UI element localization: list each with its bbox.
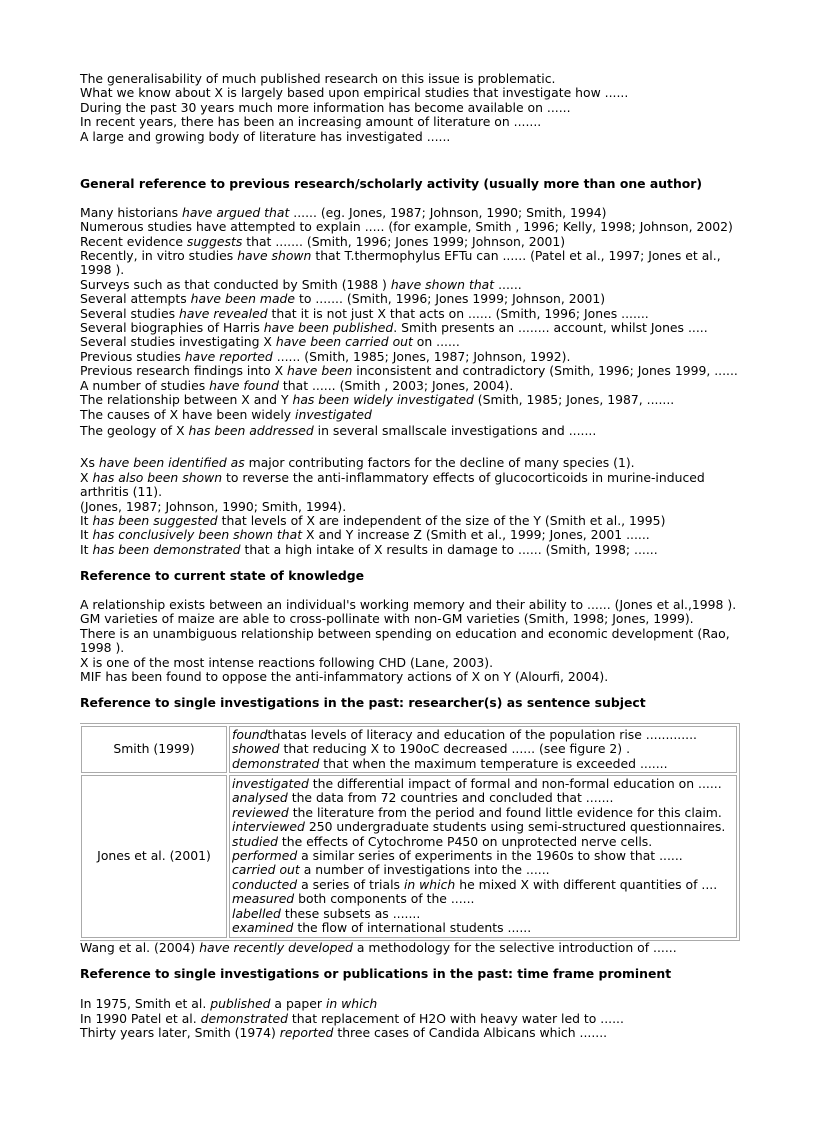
text-line: Thirty years later, Smith (1974) reported three cases of Candida Albicans which .......	[80, 1025, 608, 1041]
time-frame-list	[80, 997, 816, 1040]
text-line: Wang et al. (2004) have recently developed a methodology for the selective introduction of ......	[80, 939, 677, 955]
general-reference-list	[80, 206, 816, 439]
text-line: The causes of X have been widely investigated	[80, 406, 372, 422]
text-line: In 1990 Patel et al. demonstrated that replacement of H2O with heavy water led to ......	[80, 1010, 624, 1026]
intro-paragraph	[80, 72, 816, 144]
text-line: Recently, in vitro studies have shown that T.thermophylus EFTu can ...... (Patel et al., 1997; Jones et al., 1998 ).	[80, 248, 721, 278]
current-knowledge-list	[80, 598, 816, 684]
general-reference-list-2	[80, 456, 816, 557]
finding-line: labelled these subsets as .......	[232, 905, 421, 921]
section-heading-time-frame: Reference to single investigations or publications in the past: time frame prominent	[80, 965, 672, 981]
text-line: It has been suggested that levels of X are independent of the size of the Y (Smith et al., 1995)	[80, 512, 666, 528]
text-line: Many historians have argued that ...... (eg. Jones, 1987; Johnson, 1990; Smith, 1994)	[80, 204, 607, 220]
section-heading-single-investigations: Reference to single investigations in the past: researcher(s) as sentence subject	[80, 695, 646, 711]
finding-line: interviewed 250 undergraduate students using semi-structured questionnaires.	[232, 819, 726, 835]
text-line: X has also been shown to reverse the anti-inflammatory effects of glucocorticoids in murine-induced arthritis (11).	[80, 469, 705, 500]
text-line: A number of studies have found that ...... (Smith , 2003; Jones, 2004).	[80, 377, 514, 393]
section-heading-current-knowledge: Reference to current state of knowledge	[80, 568, 365, 584]
findings-cell	[229, 726, 737, 773]
researcher-cell: Smith (1999)	[81, 726, 227, 773]
text-line: X is one of the most intense reactions following CHD (Lane, 2003).	[80, 654, 494, 670]
text-line: It has conclusively been shown that X and Y increase Z (Smith et al., 1999; Jones, 2001 ......	[80, 527, 650, 543]
finding-line: analysed the data from 72 countries and concluded that .......	[232, 790, 614, 806]
text-line: GM varieties of maize are able to cross-pollinate with non-GM varieties (Smith, 1998; Jones, 1999).	[80, 611, 694, 627]
text-line: A large and growing body of literature has investigated ......	[80, 128, 451, 144]
text-line: Previous studies have reported ...... (Smith, 1985; Jones, 1987; Johnson, 1992).	[80, 348, 571, 364]
text-line: Recent evidence suggests that ....... (Smith, 1996; Jones 1999; Johnson, 2001)	[80, 233, 566, 249]
text-line: Numerous studies have attempted to explain ..... (for example, Smith , 1996; Kelly, 1998; Johnson, 2002)	[80, 219, 733, 235]
findings-cell	[229, 775, 737, 937]
finding-line: foundthatas levels of literacy and education of the population rise .............	[232, 726, 697, 742]
text-line: Several attempts have been made to ....... (Smith, 1996; Jones 1999; Johnson, 2001)	[80, 291, 606, 307]
text-line: Previous research findings into X have been inconsistent and contradictory (Smith, 1996; Jones 1999, ......	[80, 363, 738, 379]
section-heading-general-reference: General reference to previous research/scholarly activity (usually more than one author)	[80, 176, 703, 192]
text-line: A relationship exists between an individual's working memory and their ability to ...... (Jones et al.,1998 ).	[80, 596, 737, 612]
text-line: In 1975, Smith et al. published a paper in which	[80, 996, 378, 1012]
text-line: Xs have been identified as major contributing factors for the decline of many species (1).	[80, 455, 635, 471]
text-line: During the past 30 years much more information has become available on ......	[80, 99, 571, 115]
text-line: Surveys such as that conducted by Smith (1988 ) have shown that ......	[80, 276, 522, 292]
text-line: It has been demonstrated that a high intake of X results in damage to ...... (Smith, 1998; ......	[80, 541, 658, 557]
researcher-cell: Jones et al. (2001)	[81, 775, 227, 937]
text-line: Several biographies of Harris have been published. Smith presents an ........ account, whilst Jones .....	[80, 320, 708, 336]
text-line: There is an unambiguous relationship between spending on education and economic development (Rao, 1998 ).	[80, 625, 730, 656]
table-row	[81, 775, 737, 937]
text-line: MIF has been found to oppose the anti-infammatory actions of X on Y (Alourfi, 2004).	[80, 669, 609, 684]
finding-line: showed that reducing X to 190oC decreased ...... (see figure 2) .	[232, 741, 631, 757]
text-line: In recent years, there has been an increasing amount of literature on .......	[80, 114, 542, 130]
text-line: The generalisability of much published research on this issue is problematic.	[80, 71, 556, 86]
text-line: (Jones, 1987; Johnson, 1990; Smith, 1994).	[80, 498, 347, 514]
finding-line: investigated the differential impact of formal and non-formal education on ......	[232, 776, 722, 792]
finding-line: studied the effects of Cytochrome P450 on unprotected nerve cells.	[232, 833, 653, 849]
investigations-table-wrapper	[80, 723, 816, 941]
finding-line: carried out a number of investigations into the ......	[232, 862, 550, 878]
text-line: Several studies have revealed that it is not just X that acts on ...... (Smith, 1996; Jones .......	[80, 305, 649, 321]
finding-line: reviewed the literature from the period and found little evidence for this claim.	[232, 804, 722, 820]
text-line: Several studies investigating X have been carried out on ......	[80, 334, 460, 350]
text-line: The geology of X has been addressed in several smallscale investigations and .......	[80, 422, 597, 438]
finding-line: conducted a series of trials in which he mixed X with different quantities of ....	[232, 876, 718, 892]
text-line: What we know about X is largely based upon empirical studies that investigate how ......	[80, 85, 629, 101]
table-row	[81, 726, 737, 773]
finding-line: performed a similar series of experiments in the 1960s to show that ......	[232, 848, 683, 864]
finding-line: measured both components of the ......	[232, 891, 475, 907]
finding-line: demonstrated that when the maximum temperature is exceeded .......	[232, 755, 668, 771]
investigations-table	[80, 723, 740, 941]
finding-line: examined the flow of international students ......	[232, 920, 532, 936]
text-line: The relationship between X and Y has been widely investigated (Smith, 1985; Jones, 1987, .......	[80, 392, 675, 408]
document-page	[80, 72, 816, 1041]
